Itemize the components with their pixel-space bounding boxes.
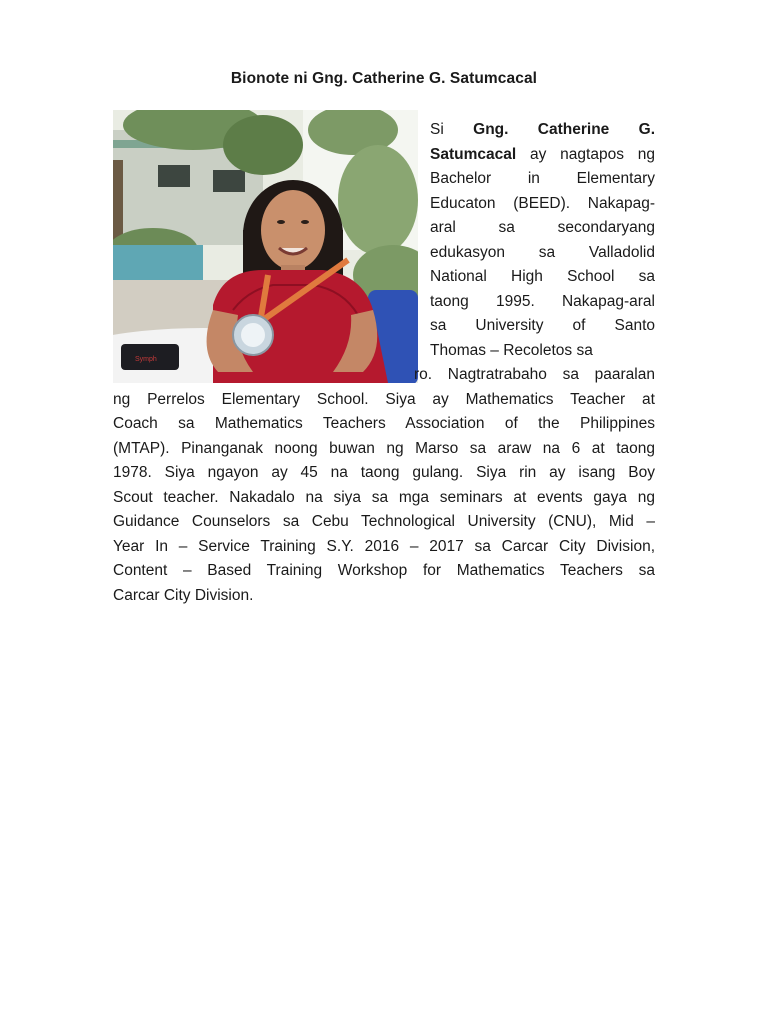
text-line: taong 1995. Nakapag-aral (430, 292, 655, 310)
text-line: Content – Based Training Workshop for Mathematics Teachers sa (113, 562, 655, 579)
text-line: aral sa secondaryang (430, 219, 655, 236)
text-line: Scout teacher. Nakadalo na siya sa mga seminars at events gaya ng (113, 488, 655, 506)
text-line: 1978. Siya ngayon ay 45 na taong gulang. Siya rin ay isang Boy (113, 464, 655, 481)
text-line: (MTAP). Pinanganak noong buwan ng Marso sa araw na 6 at taong (113, 439, 655, 457)
portrait-photo (113, 110, 418, 383)
text-line: ro. Nagtratrabaho sa paaralan (414, 366, 655, 383)
page-title: Bionote ni Gng. Catherine G. Satumcacal (230, 70, 538, 87)
text-line: Si Gng. Catherine G. (430, 121, 655, 138)
text-line: Coach sa Mathematics Teachers Association of the Philippines (113, 415, 655, 432)
text-line: National High School sa (430, 268, 655, 285)
text-line: ng Perrelos Elementary School. Siya ay Mathematics Teacher at (113, 390, 655, 408)
text-line: Carcar City Division. (113, 586, 254, 604)
phone-brand-text: Symph (135, 356, 157, 363)
text-line: Educaton (BEED). Nakapag- (430, 194, 655, 212)
text-line: Year In – Service Training S.Y. 2016 – 2017 sa Carcar City Division, (113, 537, 655, 555)
text-line: Thomas – Recoletos sa (430, 341, 593, 359)
text-line: sa University of Santo (430, 317, 655, 334)
text-line: edukasyon sa Valladolid (430, 243, 655, 261)
text-line: Bachelor in Elementary (430, 170, 655, 187)
text-line: Satumcacal ay nagtapos ng (430, 145, 655, 163)
text-line: Guidance Counselors sa Cebu Technological University (CNU), Mid – (113, 513, 655, 530)
